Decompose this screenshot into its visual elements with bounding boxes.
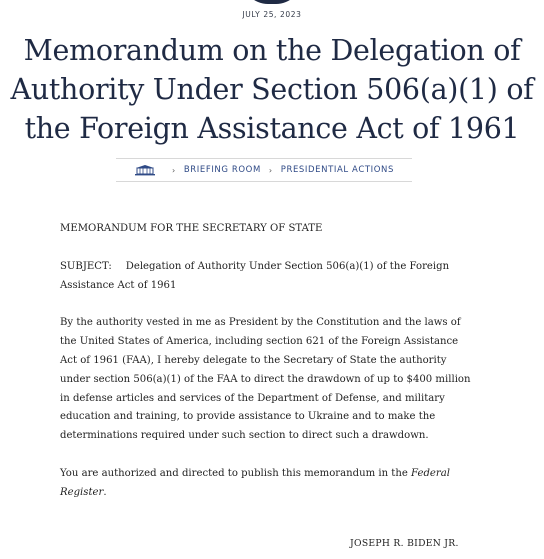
breadcrumb-briefing-room[interactable]: BRIEFING ROOM xyxy=(183,165,261,175)
publish-end: . xyxy=(103,486,107,498)
subject-label: SUBJECT: xyxy=(60,260,112,272)
breadcrumb-presidential-actions[interactable]: PRESIDENTIAL ACTIONS xyxy=(280,165,394,175)
publish-date: JULY 25, 2023 xyxy=(242,10,302,19)
breadcrumb xyxy=(116,158,412,182)
federal-register-italic: Federal Register xyxy=(60,467,450,498)
publish-text: You are authorized and directed to publish this memorandum in the xyxy=(60,467,408,479)
white-house-icon[interactable] xyxy=(134,164,156,176)
subject-text: Delegation of Authority Under Section 506(a)(1) of the Foreign Assistance Act of 1961 xyxy=(60,260,450,291)
addressee: MEMORANDUM FOR THE SECRETARY OF STATE xyxy=(60,223,323,234)
chevron-right-icon: › xyxy=(172,165,176,175)
memorandum-body xyxy=(60,220,475,522)
page-title: Memorandum on the Delegation of Authority Under Section 506(a)(1) of the Foreign Assistance Act of 1961 xyxy=(10,34,534,145)
chevron-right-icon: › xyxy=(268,165,273,175)
seal-logo xyxy=(242,0,302,4)
signature: JOSEPH R. BIDEN JR. xyxy=(350,538,459,549)
subject-line xyxy=(60,258,475,296)
authority-paragraph: By the authority vested in me as President by the Constitution and the laws of the United States of America, including section 621 of the Foreign Assistance Act of 1961 (FAA), I hereby delegate to the Secretary of State the authority under section 506(a)(1) of the FAA to direct the drawdown of up to $400 million in defense articles and services of the Department of Defense, and military education and training, to provide assistance to Ukraine and to make the determinations required under such section to direct such a drawdown. xyxy=(60,317,471,442)
publish-paragraph xyxy=(60,465,475,503)
